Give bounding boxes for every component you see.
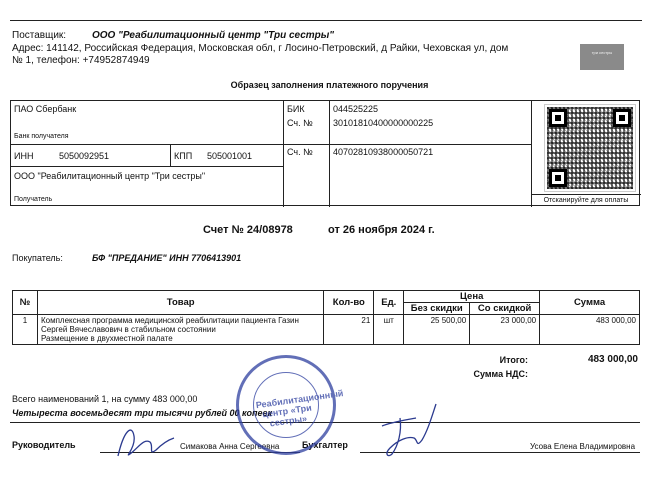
head-name: Симакова Анна Сергеевна	[180, 442, 280, 451]
row-price-no-discount: 25 500,00	[404, 315, 470, 345]
recipient-caption: Получатель	[14, 196, 53, 203]
qr-caption: Отсканируйте для оплаты	[543, 197, 629, 204]
inn-value: 5050092951	[59, 151, 110, 161]
row-qty: 21	[324, 315, 374, 345]
col-qty-header: Кол-во	[324, 291, 374, 315]
row-unit: шт	[374, 315, 404, 345]
col-number-header: №	[13, 291, 38, 315]
col-sum-header: Сумма	[540, 291, 640, 315]
sample-title: Образец заполнения платежного поручения	[230, 80, 429, 90]
accountant-name: Усова Елена Владимировна	[530, 442, 636, 451]
supplier-phone: № 1, телефон: +74952874949	[12, 55, 150, 66]
corr-account-label: Сч. №	[287, 118, 313, 128]
buyer-value: БФ "ПРЕДАНИЕ" ИНН 7706413901	[92, 253, 242, 263]
table-row	[13, 315, 640, 345]
inn-label: ИНН	[14, 151, 34, 161]
bik-label: БИК	[287, 104, 305, 114]
bank-name: ПАО Сбербанк	[14, 104, 77, 114]
accountant-signature-icon	[372, 396, 442, 466]
col-unit-header: Ед.	[374, 291, 404, 315]
row-sum: 483 000,00	[540, 315, 640, 345]
amount-in-words: Четыреста восемьдесят три тысячи рублей 00 копеек	[12, 408, 273, 418]
bank-caption: Банк получателя	[14, 133, 69, 140]
goods-table	[12, 290, 640, 345]
col-price-header: Цена	[404, 291, 540, 303]
invoice-number: Счет № 24/08978	[203, 224, 293, 236]
accountant-label: Бухгалтер	[302, 440, 348, 450]
col-price-discount-header: Со скидкой	[470, 303, 540, 315]
kpp-label: КПП	[174, 151, 193, 161]
vat-label: Сумма НДС:	[473, 369, 528, 379]
supplier-name: ООО "Реабилитационный центр "Три сестры"	[92, 30, 335, 41]
items-summary: Всего наименований 1, на сумму 483 000,00	[12, 394, 198, 404]
company-logo: три сестры	[580, 44, 624, 70]
row-price-discount: 23 000,00	[470, 315, 540, 345]
row-product-line: Размещение в двухместной палате	[40, 334, 173, 343]
top-divider	[10, 20, 642, 21]
company-seal-stamp: Реабилитационный центр «Три сестры»	[236, 355, 336, 455]
supplier-label: Поставщик:	[12, 30, 67, 41]
head-signature-icon	[110, 418, 180, 466]
supplier-address: Адрес: 141142, Российская Федерация, Московская обл, г Лосино-Петровский, д Райки, Чеховская ул, дом	[12, 43, 509, 54]
kpp-value: 505001001	[207, 151, 253, 161]
buyer-label: Покупатель:	[12, 253, 63, 263]
recipient-name: ООО "Реабилитационный центр "Три сестры"	[14, 171, 206, 181]
row-product-line: Сергей Вячеславович в стабильном состоянии	[40, 325, 216, 334]
payment-qr-code[interactable]	[545, 105, 635, 191]
total-value: 483 000,00	[587, 354, 638, 365]
row-number: 1	[13, 315, 38, 345]
corr-account-value: 30101810400000000225	[333, 118, 434, 128]
row-product-line: Комплексная программа медицинской реабилитации пациента Газин	[40, 316, 299, 325]
col-product-header: Товар	[37, 291, 323, 315]
account-label: Сч. №	[287, 147, 313, 157]
invoice-date: от 26 ноября 2024 г.	[328, 224, 435, 236]
account-value: 40702810938000050721	[333, 147, 434, 157]
row-product	[37, 315, 323, 345]
col-price-no-discount-header: Без скидки	[404, 303, 470, 315]
total-label: Итого:	[499, 355, 528, 365]
bank-details-block	[10, 100, 640, 206]
head-label: Руководитель	[12, 440, 76, 450]
bik-value: 044525225	[333, 104, 379, 114]
